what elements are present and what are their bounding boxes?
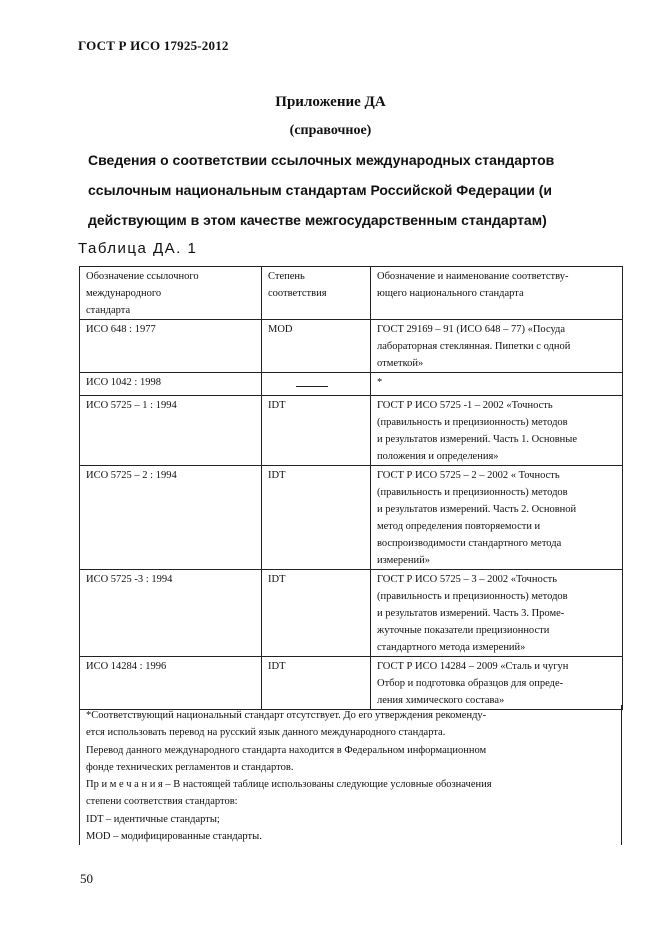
cell-national: ГОСТ Р ИСО 14284 – 2009 «Сталь и чугун Отбор и подготовка образцов для опреде- ления химического состава» [371, 657, 623, 710]
note-line: *Соответствующий национальный стандарт отсутствует. До его утверждения рекоменду- [86, 710, 487, 721]
note-line: степени соответствия стандартов: [86, 796, 238, 808]
note-line: MOD – модифицированные стандарты. [86, 831, 262, 843]
annex-heading-line-3: действующим в этом качестве межгосударственным стандартам) [88, 212, 547, 228]
table-row [80, 320, 623, 373]
cell-national: ГОСТ Р ИСО 5725 – 3 – 2002 «Точность (правильность и прецизионность) методов и результатов измерений. Часть 3. Проме- жуточные показатели прецизионности стандартного метода измерений» [371, 570, 623, 657]
table-row [80, 396, 623, 466]
cell-degree: IDT [262, 570, 371, 657]
table-row [80, 570, 623, 657]
cell-national: ГОСТ 29169 – 91 (ИСО 648 – 77) «Посуда лабораторная стеклянная. Пипетки с одной отметкой» [371, 320, 623, 373]
cell-degree: IDT [262, 396, 371, 466]
table-caption: Таблица ДА. 1 [78, 240, 198, 257]
header-cell-degree: Степень соответствия [262, 267, 371, 320]
cell-standard: ИСО 648 : 1977 [80, 320, 262, 373]
cell-degree-dash [262, 373, 371, 396]
table-row [80, 466, 623, 570]
page-number: 50 [80, 871, 93, 886]
note-line: IDT – идентичные стандарты; [86, 813, 220, 825]
correspondence-table [79, 266, 623, 710]
annex-heading-line-1: Сведения о соответствии ссылочных международных стандартов [88, 152, 555, 168]
cell-standard: ИСО 5725 – 2 : 1994 [80, 466, 262, 570]
cell-standard: ИСО 5725 – 1 : 1994 [80, 396, 262, 466]
cell-degree: MOD [262, 320, 371, 373]
table-notes [79, 705, 622, 845]
cell-national: * [371, 373, 623, 396]
annex-heading-line-2: ссылочным национальным стандартам Российской Федерации (и [88, 182, 552, 198]
annex-subtitle: (справочное) [289, 123, 372, 138]
cell-degree: IDT [262, 466, 371, 570]
annex-title: Приложение ДА [275, 94, 386, 110]
cell-standard: ИСО 1042 : 1998 [80, 373, 262, 396]
document-code: ГОСТ Р ИСО 17925-2012 [78, 38, 229, 53]
table-header-row [80, 267, 623, 320]
cell-standard: ИСО 5725 -3 : 1994 [80, 570, 262, 657]
header-cell-standard: Обозначение ссылочного международного стандарта [80, 267, 262, 320]
cell-standard: ИСО 14284 : 1996 [80, 657, 262, 710]
cell-degree: IDT [262, 657, 371, 710]
table-row [80, 373, 623, 396]
table-row [80, 657, 623, 710]
note-line: фонде технических регламентов и стандартов. [86, 761, 294, 773]
header-cell-national: Обозначение и наименование соответству- ющего национального стандарта [371, 267, 623, 320]
cell-national: ГОСТ Р ИСО 5725 -1 – 2002 «Точность (правильность и прецизионность) методов и результатов измерений. Часть 1. Основные положения и определения» [371, 396, 623, 466]
note-line: Перевод данного международного стандарта находится в Федеральном информационном [86, 744, 487, 756]
note-line: ется использовать перевод на русский язык данного международного стандарта. [86, 727, 446, 739]
cell-national: ГОСТ Р ИСО 5725 – 2 – 2002 « Точность (правильность и прецизионность) методов и результатов измерений. Часть 2. Основной метод определения повторяемости и воспроизводимости стандартного метода измерений» [371, 466, 623, 570]
dash-mark [296, 386, 328, 387]
note-line: Пр и м е ч а н и я – В настоящей таблице использованы следующие условные обозначения [86, 779, 492, 791]
